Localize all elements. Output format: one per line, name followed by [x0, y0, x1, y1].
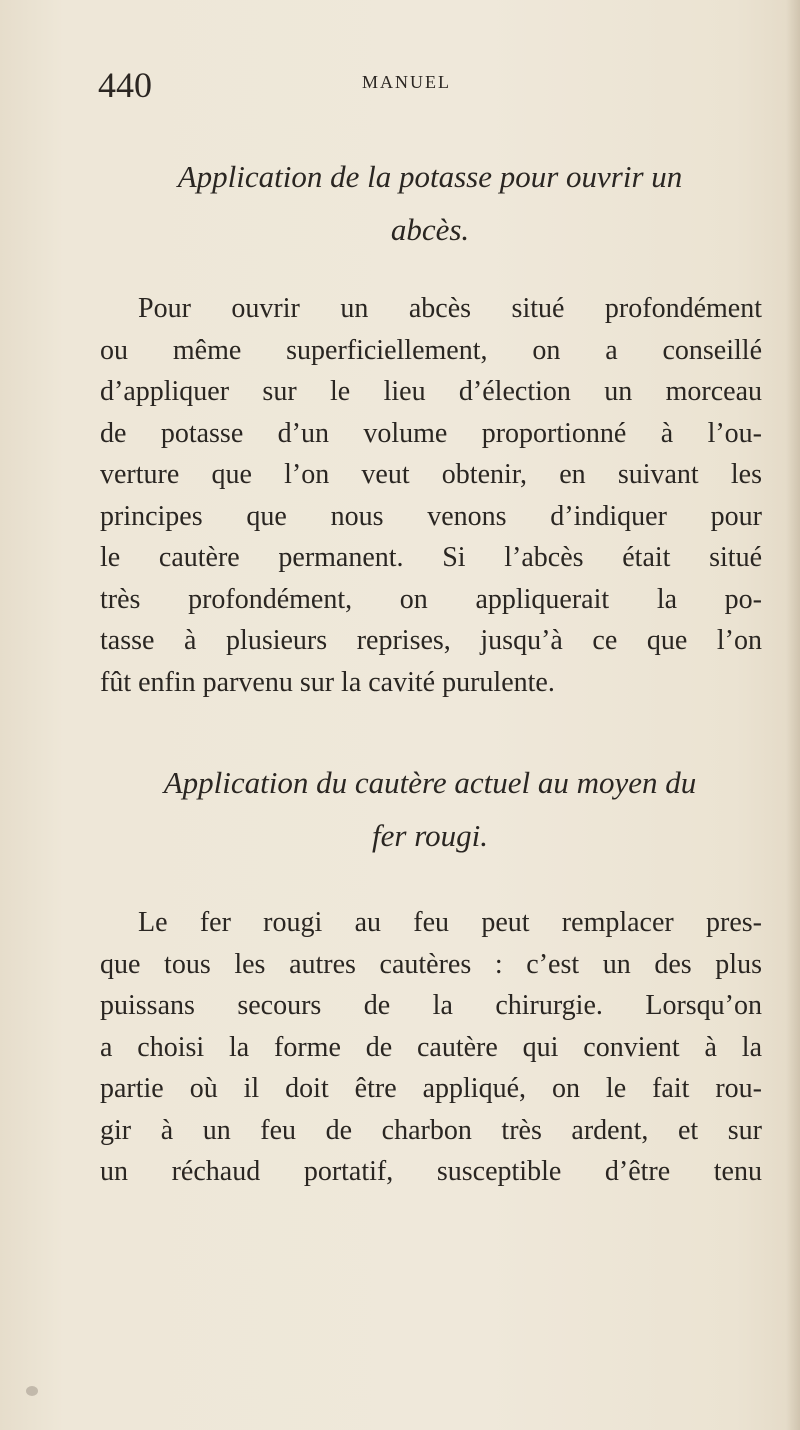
ink-smudge — [26, 1386, 38, 1396]
paragraph-line: verture que l’on veut obtenir, en suivant les — [100, 459, 762, 490]
paragraph-fer-rougi — [100, 902, 762, 1193]
heading-line: abcès. — [390, 212, 470, 247]
paragraph-line: fût enfin parvenu sur la cavité purulente. — [100, 666, 555, 698]
section-heading-fer-rougi — [110, 756, 750, 862]
paragraph-line: Le fer rougi au feu peut remplacer pres- — [138, 907, 762, 938]
paragraph-line: Pour ouvrir un abcès situé profondément — [138, 293, 762, 324]
paragraph-line: le cautère permanent. Si l’abcès était situé — [100, 542, 762, 573]
paragraph-line: ou même superficiellement, on a conseillé — [100, 334, 762, 366]
page-number: 440 — [98, 65, 152, 105]
paragraph-line: partie où il doit être appliqué, on le fait rou- — [100, 1073, 762, 1104]
running-head: MANUEL — [362, 72, 451, 92]
heading-line: Application de la potasse pour ouvrir un — [177, 159, 683, 194]
paragraph-line: que tous les autres cautères : c’est un des plus — [100, 948, 762, 980]
heading-line: fer rougi. — [372, 818, 488, 853]
page-edge-shadow — [786, 0, 800, 1430]
paragraph-line: gir à un feu de charbon très ardent, et sur — [100, 1114, 762, 1146]
section-heading-potasse — [110, 150, 750, 256]
paragraph-line: puissans secours de la chirurgie. Lorsqu’on — [100, 990, 762, 1021]
paragraph-line: de potasse d’un volume proportionné à l’ou- — [100, 417, 762, 449]
paragraph-potasse — [100, 288, 762, 703]
paragraph-line: très profondément, on appliquerait la po- — [100, 583, 762, 615]
paragraph-line: d’appliquer sur le lieu d’élection un morceau — [100, 376, 762, 407]
paragraph-line: a choisi la forme de cautère qui convient à la — [100, 1031, 762, 1063]
heading-line: Application du cautère actuel au moyen du — [163, 765, 697, 800]
paragraph-line: principes que nous venons d’indiquer pour — [100, 500, 762, 532]
paragraph-line: tasse à plusieurs reprises, jusqu’à ce que l’on — [100, 625, 762, 656]
paragraph-line: un réchaud portatif, susceptible d’être tenu — [100, 1156, 762, 1187]
